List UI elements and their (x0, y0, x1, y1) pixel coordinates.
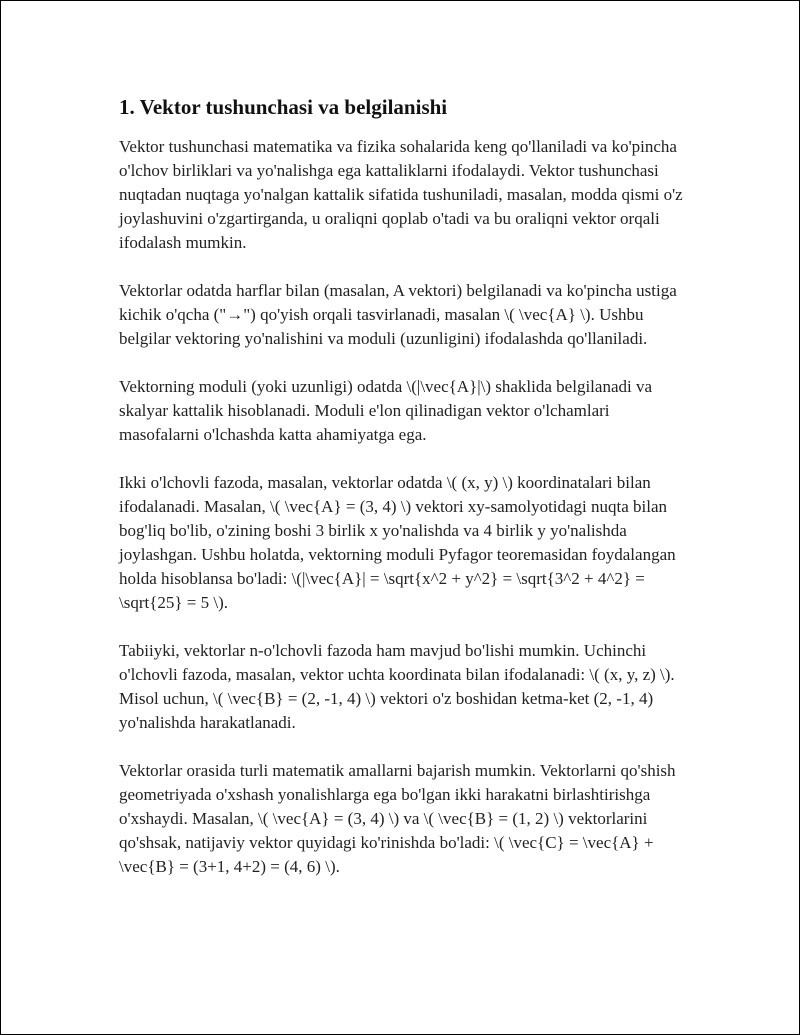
paragraph-vector-concept: Vektor tushunchasi matematika va fizika sohalarida keng qo'llaniladi va ko'pincha o'lchov birliklari va yo'nalishga ega kattaliklarni ifodalaydi. Vektor tushunchasi nuqtadan nuqtaga yo'nalgan kattalik sifatida tushuniladi, masalan, modda qismi o'z joylashuvini o'zgartirganda, u oraliqni qoplab o'tadi va bu oraliqni vektor orqali ifodalash mumkin. (119, 137, 683, 252)
paragraph-n-dimensional: Tabiiyki, vektorlar n-o'lchovli fazoda ham mavjud bo'lishi mumkin. Uchinchi o'lchovli fazoda, masalan, vektor uchta koordinata bilan ifodalanadi: \( (x, y, z) \). Misol uchun, \( \vec{B} = (2, -1, 4) \) vektori o'z boshidan ketma-ket (2, -1, 4) yo'nalishda harakatlanadi. (119, 641, 675, 732)
paragraph-vector-addition: Vektorlar orasida turli matematik amallarni bajarish mumkin. Vektorlarni qo'shish geometriyada o'xshash yonalishlarga ega bo'lgan ikki harakatni birlashtirishga o'xshaydi. Masalan, \( \vec{A} = (3, 4) \) va \( \vec{B} = (1, 2) \) vektorlarini qo'shsak, natijaviy vektor quyidagi ko'rinishda bo'ladi: \( \vec{C} = \vec{A} + \vec{B} = (3+1, 4+2) = (4, 6) \). (119, 761, 676, 876)
document-body (119, 93, 689, 903)
paragraph-vector-notation: Vektorlar odatda harflar bilan (masalan, A vektori) belgilanadi va ko'pincha ustiga kichik o'qcha ("→") qo'yish orqali tasvirlanadi, masalan \( \vec{A} \). Ushbu belgilar vektoring yo'nalishini va moduli (uzunligini) ifodalashda qo'llaniladi. (119, 281, 677, 348)
paragraph-two-dimensional: Ikki o'lchovli fazoda, masalan, vektorlar odatda \( (x, y) \) koordinatalari bilan ifodalanadi. Masalan, \( \vec{A} = (3, 4) \) vektori xy-samolyotidagi nuqta bilan bog'liq bo'lib, o'zining boshi 3 birlik x yo'nalishda va 4 birlik y yo'nalishda joylashgan. Ushbu holatda, vektorning moduli Pyfagor teoremasidan foydalangan holda hisoblansa bo'ladi: \(|\vec{A}| = \sqrt{x^2 + y^2} = \sqrt{3^2 + 4^2} = \sqrt{25} = 5 \). (119, 473, 676, 612)
section-heading: 1. Vektor tushunchasi va belgilanishi (119, 95, 448, 119)
paragraph-vector-modulus: Vektorning moduli (yoki uzunligi) odatda \(|\vec{A}|\) shaklida belgilanadi va skalyar kattalik hisoblanadi. Moduli e'lon qilinadigan vektor o'lchamlari masofalarni o'lchashda katta ahamiyatga ega. (119, 377, 653, 444)
